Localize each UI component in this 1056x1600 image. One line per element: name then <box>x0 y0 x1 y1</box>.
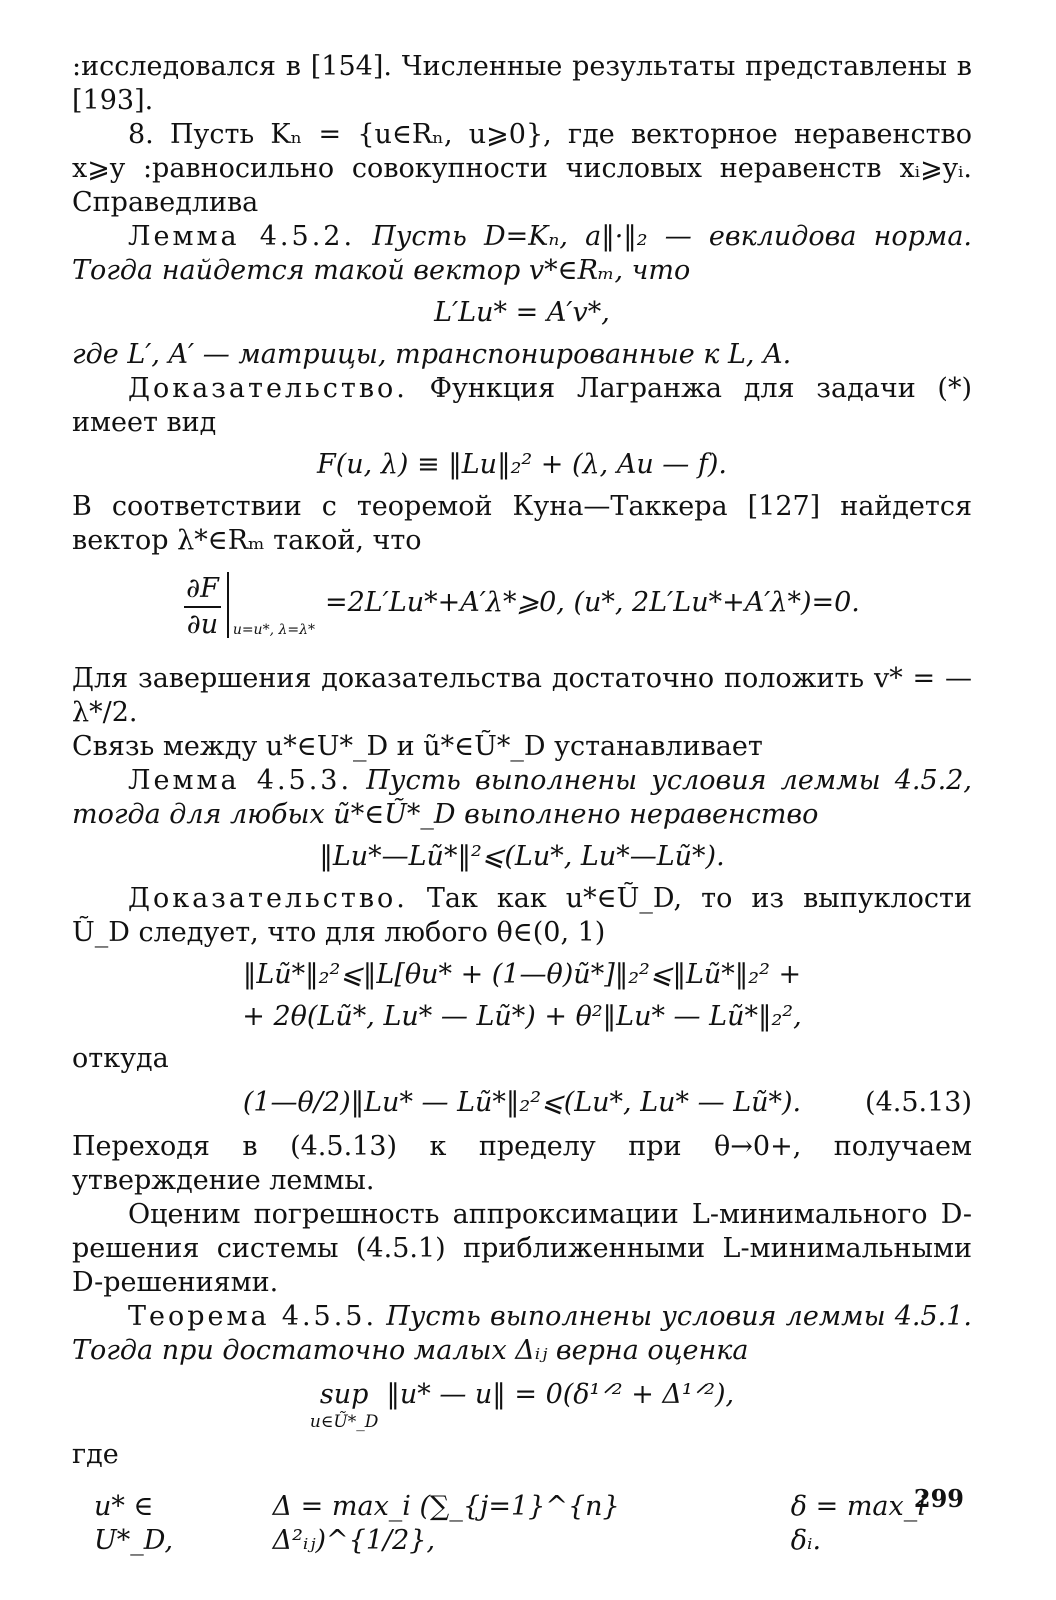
equation-2: F(u, λ) ≡ ‖Lu‖₂² + (λ, Au — f). <box>317 449 727 480</box>
sup-operator <box>310 1378 379 1432</box>
theorem-text: Пусть выполнены условия леммы 4.5.1. Тогда при достаточно малых Δᵢⱼ верна оценка <box>72 1301 972 1366</box>
equation-number: (4.5.13) <box>865 1087 972 1118</box>
proof-label: Доказательство. <box>128 883 408 914</box>
page-body <box>72 50 972 1558</box>
lemma-label: Лемма 4.5.2. <box>128 221 356 252</box>
def-u: u* ∈ U*_D, <box>94 1491 174 1556</box>
definitions <box>72 1490 972 1558</box>
equation-body: (1—θ/2)‖Lu* — Lũ*‖₂²⩽(Lu*, Lu* — Lũ*). <box>242 1087 802 1118</box>
paragraph-6: Переходя в (4.5.13) к пределу при θ→0+, получаем утверждение леммы. <box>72 1131 972 1196</box>
def-delta: Δ = max_i (∑_{j=1}^{n} Δ²ᵢⱼ)^{1/2}, <box>272 1491 620 1556</box>
paragraph-4: Для завершения доказательства достаточно положить v* = —λ*/2. <box>72 663 972 728</box>
lemma-text: Пусть выполнены условия леммы 4.5.2, тогда для любых ũ*∈Ũ*_D выполнено неравенство <box>72 765 973 830</box>
equation-3: ‖Lu*—Lũ*‖²⩽(Lu*, Lu*—Lũ*). <box>319 841 725 872</box>
equation-4b: + 2θ(Lũ*, Lu* — Lũ*) + θ²‖Lu* — Lũ*‖₂², <box>242 1001 802 1032</box>
fraction-numerator: ∂F <box>184 572 221 608</box>
proof-text: Функция Лагранжа для задачи (*) имеет вид <box>72 373 972 438</box>
proof-2 <box>72 882 972 950</box>
derivative-rhs: =2L′Lu*+A′λ*⩾0, (u*, 2L′Lu*+A′λ*)=0. <box>324 587 860 618</box>
evaluation-subscript: u=u*, λ=λ* <box>232 622 315 638</box>
paragraph-5: Связь между u*∈U*_D и ũ*∈Ũ*_D устанавливает <box>72 731 763 762</box>
paragraph-2: 8. Пусть Kₙ = {u∈Rₙ, u⩾0}, где векторное неравенство x⩾y :равносильно совокупности числовых неравенств xᵢ⩾yᵢ. Справедлива <box>72 119 972 218</box>
partial-fraction <box>184 572 221 642</box>
equation-4-5-13 <box>72 1086 972 1120</box>
def-small-delta: δ = max_i δᵢ. <box>790 1491 926 1556</box>
otkuda: откуда <box>72 1043 169 1074</box>
evaluation-bar <box>227 572 315 638</box>
lemma-4-5-3 <box>72 764 972 832</box>
sup-estimate <box>72 1378 972 1432</box>
lemma-label: Лемма 4.5.3. <box>128 765 353 796</box>
paragraph-1: :исследовался в [154]. Численные результаты представлены в [193]. <box>72 51 972 116</box>
proof-1 <box>72 372 972 440</box>
sup-subscript: u∈Ũ*_D <box>309 1412 379 1432</box>
page-number: 299 <box>913 1484 964 1513</box>
fraction-denominator: ∂u <box>186 609 219 640</box>
paragraph-3: В соответствии с теоремой Куна—Таккера [127] найдется вектор λ*∈Rₘ такой, что <box>72 491 972 556</box>
proof-text: Так как u*∈Ũ_D, то из выпуклости Ũ_D следует, что для любого θ∈(0, 1) <box>72 883 972 948</box>
paragraph-7: Оценим погрешность аппроксимации L-минимального D-решения системы (4.5.1) приближенными L-минимальными D-решениями. <box>72 1199 972 1298</box>
gde: где <box>72 1439 119 1470</box>
derivative-condition <box>72 572 972 642</box>
proof-label: Доказательство. <box>128 373 408 404</box>
where-clause: где L′, A′ — матрицы, транспонированные к L, A. <box>72 339 792 370</box>
lemma-4-5-2 <box>72 220 972 288</box>
lemma-text: Пусть D=Kₙ, a‖·‖₂ — евклидова норма. Тогда найдется такой вектор v*∈Rₘ, что <box>72 221 972 286</box>
theorem-4-5-5 <box>72 1300 972 1368</box>
sup-op: sup <box>319 1379 369 1410</box>
sup-rhs: ‖u* — u‖ = 0(δ¹ᐟ² + Δ¹ᐟ²), <box>386 1379 735 1410</box>
equation-1: L′Lu* = A′v*, <box>434 297 610 328</box>
theorem-label: Теорема 4.5.5. <box>128 1301 378 1332</box>
equation-4a: ‖Lũ*‖₂²⩽‖L[θu* + (1—θ)ũ*]‖₂²⩽‖Lũ*‖₂² + <box>242 959 802 990</box>
